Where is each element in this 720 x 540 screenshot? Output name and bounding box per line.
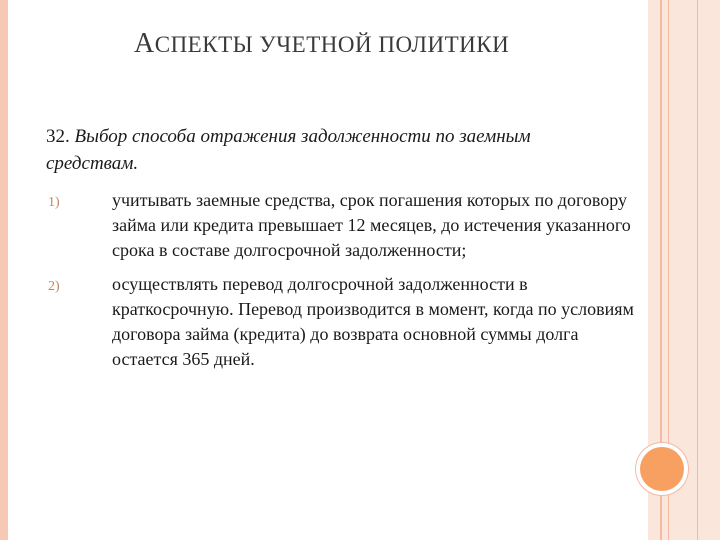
list-item xyxy=(48,188,638,263)
numbered-list xyxy=(48,188,638,381)
list-marker: 1) xyxy=(48,195,60,210)
list-item-text: учитывать заемные средства, срок погашения которых по договору займа или кредита превышает 12 месяцев, до истечения указанного срока в составе долгосрочной задолженности; xyxy=(112,190,631,260)
slide-title xyxy=(134,28,634,60)
right-border-line xyxy=(697,0,698,540)
circle-ornament-icon xyxy=(640,447,684,491)
slide-subtitle xyxy=(46,123,626,177)
subtitle-number: 32. xyxy=(46,126,70,147)
list-marker: 2) xyxy=(48,279,60,294)
title-first-letter: А xyxy=(134,28,155,59)
title-rest: СПЕКТЫ УЧЕТНОЙ ПОЛИТИКИ xyxy=(154,32,510,57)
left-border xyxy=(0,0,8,540)
list-item-text: осуществлять перевод долгосрочной задолженности в краткосрочную. Перевод производится в момент, когда по условиям договора займа (кредита) до возврата основной суммы долга остается 365 дней. xyxy=(112,274,634,369)
subtitle-text: Выбор способа отражения задолженности по заемным средствам. xyxy=(46,126,531,174)
list-item xyxy=(48,272,638,372)
